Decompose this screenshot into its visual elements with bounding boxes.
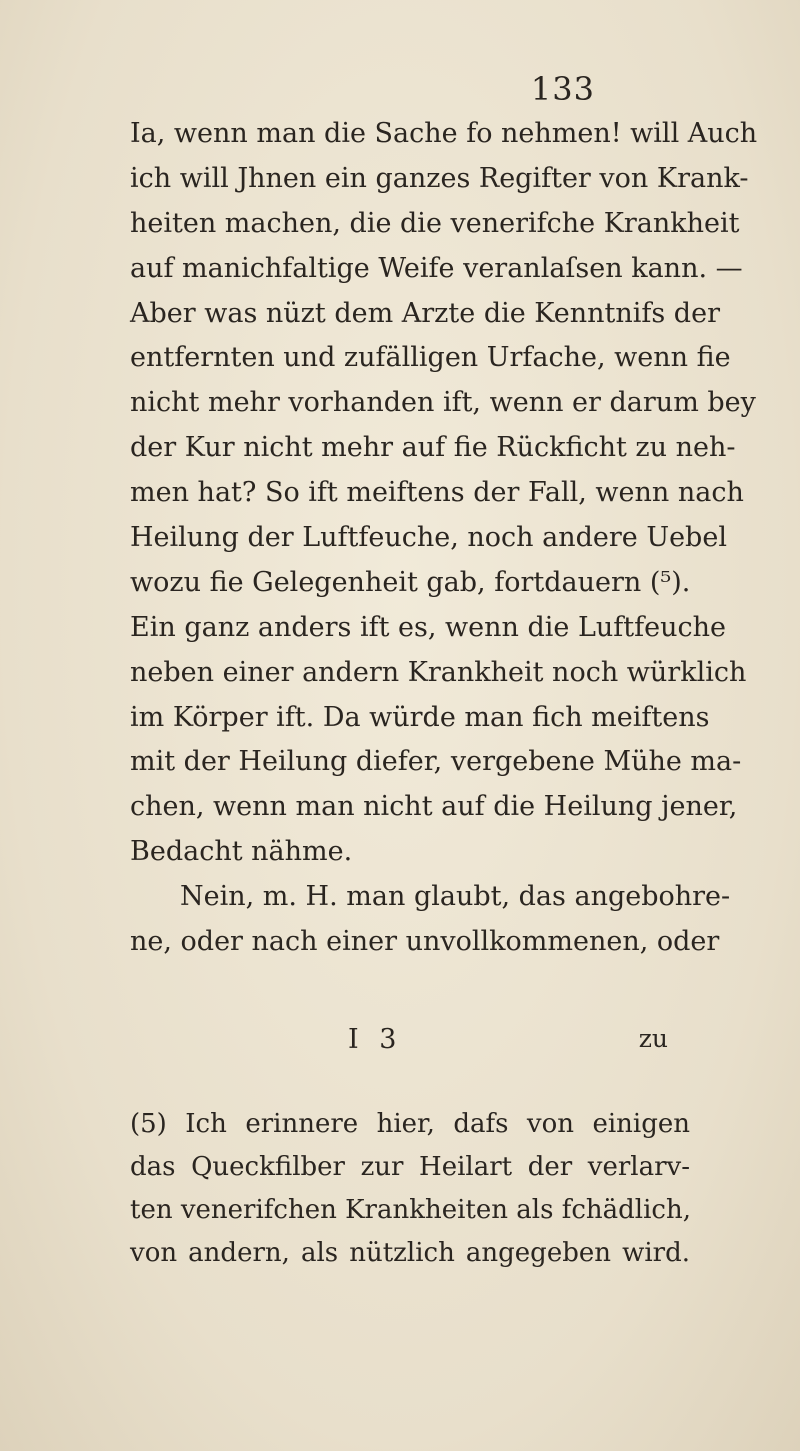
signature-mark: I 3 (348, 1024, 403, 1055)
footnote-line: von andern, als nützlich angegeben wird. (130, 1238, 690, 1268)
text-line: Bedacht nähme. (130, 836, 353, 868)
text-line: nicht mehr vorhanden ift, wenn er darum bey (130, 387, 756, 419)
text-line: neben einer andern Krankheit noch würklich (130, 656, 747, 688)
page-number: 133 (530, 70, 595, 108)
text-line: Nein, m. H. man glaubt, das angebohre- (180, 881, 731, 913)
text-line: Heilung der Luftfeuche, noch andere Uebel (130, 522, 727, 554)
footnote (130, 1103, 690, 1275)
text-line: mit der Heilung diefer, vergebene Mühe ma- (130, 746, 742, 778)
text-line: ne, oder nach einer unvollkommenen, oder (130, 926, 720, 958)
text-line: wozu fie Gelegenheit gab, fortdauern (⁵). (130, 566, 691, 598)
text-line: Aber was nüzt dem Arzte die Kenntnifs der (130, 297, 720, 329)
catchword: zu (638, 1024, 668, 1053)
signature-row (130, 1024, 690, 1068)
text-line: men hat? So ift meiftens der Fall, wenn nach (130, 477, 744, 509)
main-text (130, 112, 758, 965)
text-line: heiten machen, die die venerifche Krankheit (130, 207, 740, 239)
text-line: ich will Jhnen ein ganzes Regifter von Krank- (130, 162, 749, 194)
text-line: auf manichfaltige Weife veranlaſsen kann. — (130, 252, 743, 284)
footnote-line: ten venerifchen Krankheiten als fchädlich, (130, 1195, 691, 1225)
footnote-line: das Queckfilber zur Heilart der verlarv- (130, 1152, 690, 1182)
text-line: chen, wenn man nicht auf die Heilung jener, (130, 791, 738, 823)
text-line: entfernten und zufälligen Urfache, wenn fie (130, 342, 731, 374)
footnote-line: (5) Ich erinnere hier, dafs von einigen (130, 1109, 690, 1139)
text-line: Ia, wenn man die Sache fo nehmen! will Auch (130, 118, 758, 149)
text-line: im Körper ift. Da würde man fich meiftens (130, 701, 710, 733)
text-line: der Kur nicht mehr auf fie Rückficht zu neh- (130, 432, 736, 464)
text-line: Ein ganz anders ift es, wenn die Luftfeuche (130, 611, 726, 643)
